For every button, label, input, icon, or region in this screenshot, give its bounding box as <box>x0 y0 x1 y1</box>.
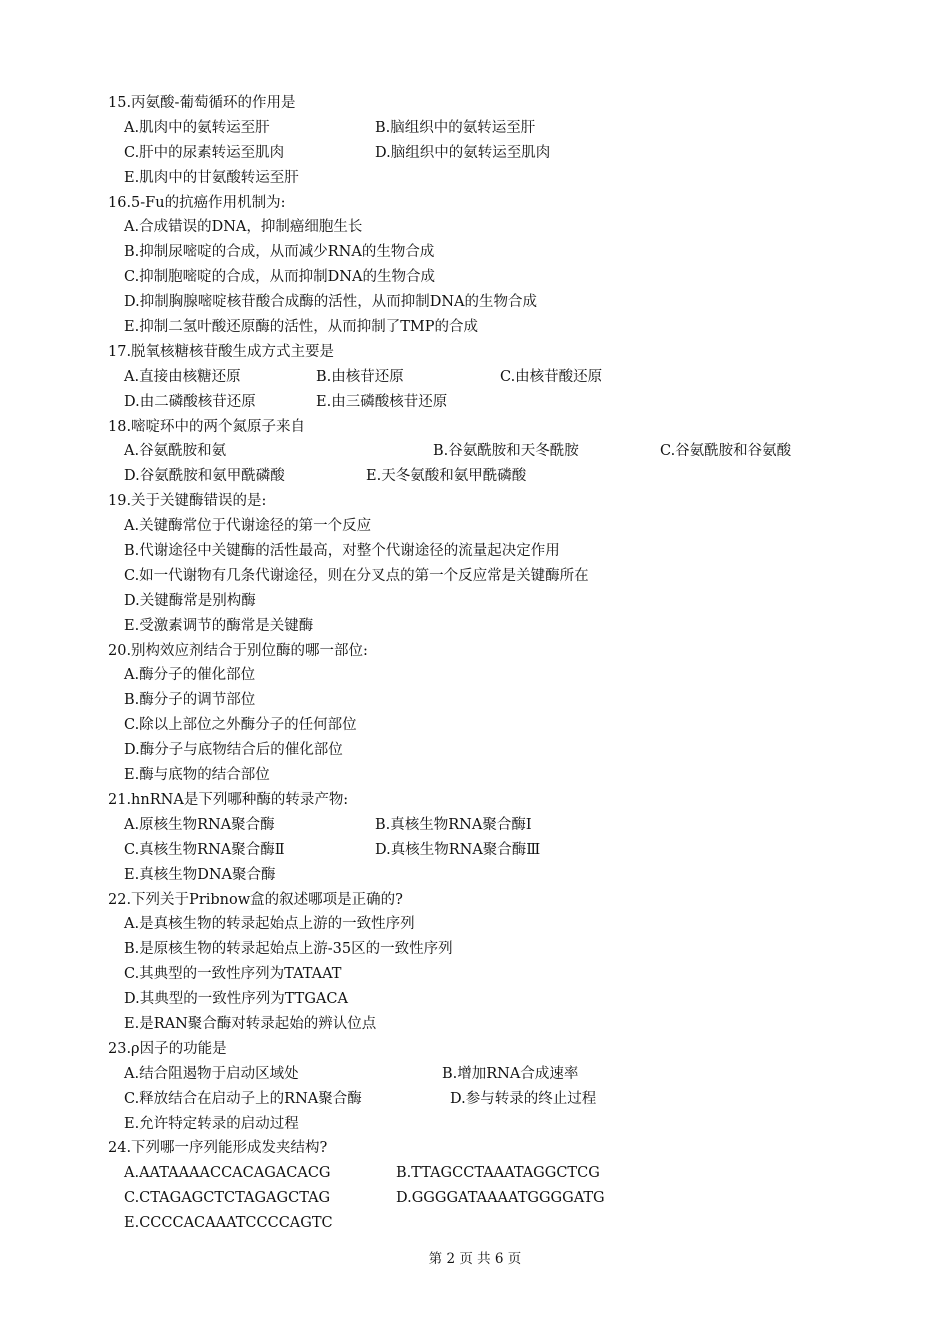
option-row <box>108 1062 908 1087</box>
question-stem: 19.关于关键酶错误的是: <box>108 493 267 510</box>
answer-option: B.由核苷还原 <box>316 368 404 385</box>
answer-option: C.其典型的一致性序列为TATAAT <box>124 966 342 983</box>
question-17 <box>108 340 908 415</box>
answer-option: A.酶分子的催化部位 <box>124 667 256 684</box>
option-row <box>108 738 908 763</box>
option-row <box>108 365 908 390</box>
answer-option: E.酶与底物的结合部位 <box>124 767 270 784</box>
question-stem: 17.脱氧核糖核苷酸生成方式主要是 <box>108 343 335 360</box>
question-stem: 23.ρ因子的功能是 <box>108 1040 227 1057</box>
option-row <box>108 838 908 863</box>
option-row <box>108 439 908 464</box>
answer-option: E.抑制二氢叶酸还原酶的活性，从而抑制了TMP的合成 <box>124 319 478 336</box>
option-row <box>108 1112 908 1137</box>
answer-option: A.结合阻遏物于启动区域处 <box>124 1065 299 1082</box>
question-20 <box>108 639 908 788</box>
answer-option: C.CTAGAGCTCTAGAGCTAG <box>124 1190 331 1207</box>
answer-option: C.谷氨酰胺和谷氨酸 <box>660 443 792 460</box>
answer-option: C.肝中的尿素转运至肌肉 <box>124 144 285 161</box>
option-row <box>108 539 908 564</box>
question-list <box>108 91 908 1236</box>
answer-option: D.谷氨酰胺和氨甲酰磷酸 <box>124 468 285 485</box>
question-18 <box>108 415 908 490</box>
answer-option: A.合成错误的DNA，抑制癌细胞生长 <box>124 219 363 236</box>
option-row <box>108 1012 908 1037</box>
option-row <box>108 1186 908 1211</box>
answer-option: B.酶分子的调节部位 <box>124 692 256 709</box>
option-row <box>108 116 908 141</box>
question-stem: 21.hnRNA是下列哪种酶的转录产物: <box>108 791 349 808</box>
answer-option: D.抑制胸腺嘧啶核苷酸合成酶的活性，从而抑制DNA的生物合成 <box>124 294 537 311</box>
answer-option: E.真核生物DNA聚合酶 <box>124 866 276 883</box>
option-row <box>108 813 908 838</box>
question-stem: 18.嘧啶环中的两个氮原子来自 <box>108 418 306 435</box>
question-stem: 16.5-Fu的抗癌作用机制为: <box>108 194 286 211</box>
answer-option: B.增加RNA合成速率 <box>442 1065 579 1082</box>
answer-option: B.TTAGCCTAAATAGGCTCG <box>396 1165 600 1182</box>
option-row <box>108 763 908 788</box>
option-row <box>108 962 908 987</box>
answer-option: A.谷氨酰胺和氨 <box>124 443 227 460</box>
option-row <box>108 564 908 589</box>
question-stem: 24.下列哪一序列能形成发夹结构? <box>108 1140 328 1157</box>
question-15 <box>108 91 908 191</box>
option-row <box>108 937 908 962</box>
option-row <box>108 1087 908 1112</box>
option-row <box>108 240 908 265</box>
answer-option: C.除以上部位之外酶分子的任何部位 <box>124 717 357 734</box>
answer-option: A.AATAAAACCACAGACACG <box>124 1165 331 1182</box>
answer-option: A.关键酶常位于代谢途径的第一个反应 <box>124 518 372 535</box>
option-row <box>108 688 908 713</box>
option-row <box>108 390 908 415</box>
option-row <box>108 141 908 166</box>
answer-option: B.抑制尿嘧啶的合成，从而减少RNA的生物合成 <box>124 244 435 261</box>
answer-option: C.抑制胞嘧啶的合成，从而抑制DNA的生物合成 <box>124 269 435 286</box>
answer-option: E.受激素调节的酶常是关键酶 <box>124 617 314 634</box>
question-21 <box>108 788 908 888</box>
answer-option: E.允许特定转录的启动过程 <box>124 1115 299 1132</box>
answer-option: A.是真核生物的转录起始点上游的一致性序列 <box>124 916 415 933</box>
answer-option: C.如一代谢物有几条代谢途径，则在分叉点的第一个反应常是关键酶所在 <box>124 567 589 584</box>
option-row <box>108 1161 908 1186</box>
answer-option: C.由核苷酸还原 <box>500 368 603 385</box>
page-footer: 第 2 页 共 6 页 <box>428 1251 522 1267</box>
answer-option: B.真核生物RNA聚合酶Ⅰ <box>375 816 532 833</box>
option-row <box>108 713 908 738</box>
option-row <box>108 663 908 688</box>
answer-option: A.原核生物RNA聚合酶 <box>124 816 275 833</box>
answer-option: E.是RAN聚合酶对转录起始的辨认位点 <box>124 1015 377 1032</box>
option-row <box>108 215 908 240</box>
answer-option: C.释放结合在启动子上的RNA聚合酶 <box>124 1090 362 1107</box>
answer-option: D.由二磷酸核苷还原 <box>124 393 256 410</box>
answer-option: E.由三磷酸核苷还原 <box>316 393 448 410</box>
answer-option: B.谷氨酰胺和天冬酰胺 <box>433 443 579 460</box>
question-24 <box>108 1136 908 1236</box>
option-row <box>108 265 908 290</box>
option-row <box>108 912 908 937</box>
option-row <box>108 464 908 489</box>
answer-option: C.真核生物RNA聚合酶Ⅱ <box>124 841 285 858</box>
answer-option: D.GGGGATAAAATGGGGATG <box>396 1190 605 1207</box>
answer-option: D.脑组织中的氨转运至肌肉 <box>375 144 551 161</box>
question-19 <box>108 489 908 638</box>
option-row <box>108 614 908 639</box>
answer-option: D.真核生物RNA聚合酶Ⅲ <box>375 841 541 858</box>
option-row <box>108 514 908 539</box>
answer-option: E.肌肉中的甘氨酸转运至肝 <box>124 169 299 186</box>
answer-option: A.肌肉中的氨转运至肝 <box>124 119 270 136</box>
question-22 <box>108 888 908 1037</box>
option-row <box>108 589 908 614</box>
option-row <box>108 315 908 340</box>
answer-option: D.关键酶常是别构酶 <box>124 592 256 609</box>
answer-option: B.代谢途径中关键酶的活性最高，对整个代谢途径的流量起决定作用 <box>124 543 560 560</box>
option-row <box>108 166 908 191</box>
answer-option: D.参与转录的终止过程 <box>450 1090 597 1107</box>
answer-option: D.酶分子与底物结合后的催化部位 <box>124 742 343 759</box>
question-stem: 20.别构效应剂结合于别位酶的哪一部位: <box>108 642 368 659</box>
answer-option: E.CCCCACAAATCCCCAGTC <box>124 1215 333 1232</box>
question-stem: 15.丙氨酸-葡萄循环的作用是 <box>108 95 296 111</box>
answer-option: B.脑组织中的氨转运至肝 <box>375 119 536 136</box>
answer-option: D.其典型的一致性序列为TTGACA <box>124 991 348 1008</box>
question-16 <box>108 191 908 340</box>
answer-option: E.天冬氨酸和氨甲酰磷酸 <box>366 468 527 485</box>
option-row <box>108 987 908 1012</box>
answer-option: A.直接由核糖还原 <box>124 368 241 385</box>
question-23 <box>108 1037 908 1137</box>
option-row <box>108 1211 908 1236</box>
answer-option: B.是原核生物的转录起始点上游-35区的一致性序列 <box>124 941 453 958</box>
option-row <box>108 863 908 888</box>
option-row <box>108 290 908 315</box>
question-stem: 22.下列关于Pribnow盒的叙述哪项是正确的? <box>108 891 403 908</box>
